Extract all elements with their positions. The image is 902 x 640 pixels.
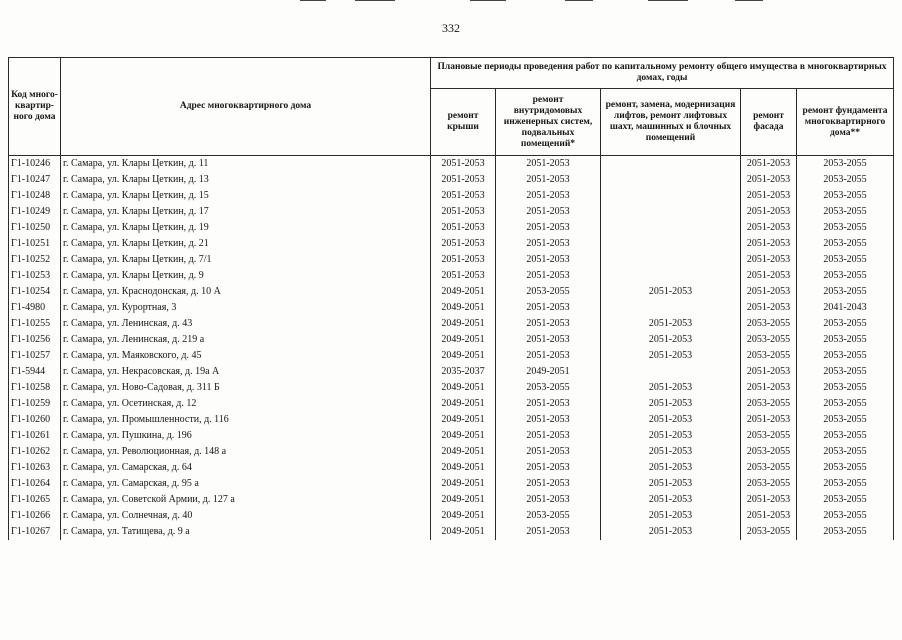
- cell-facade: 2051-2053: [741, 268, 797, 284]
- cell-roof: 2051-2053: [431, 252, 496, 268]
- cell-address: г. Самара, ул. Осетинская, д. 12: [61, 396, 431, 412]
- cell-lifts: [601, 252, 741, 268]
- cell-address: г. Самара, ул. Клары Цеткин, д. 21: [61, 236, 431, 252]
- cell-code: Г1-10256: [9, 332, 61, 348]
- cell-facade: 2051-2053: [741, 204, 797, 220]
- header-systems: ремонт внутридомовых инженерных систем, подвальных помещений*: [496, 89, 601, 156]
- cell-lifts: [601, 204, 741, 220]
- cell-code: Г1-10264: [9, 476, 61, 492]
- cell-address: г. Самара, ул. Некрасовская, д. 19а А: [61, 364, 431, 380]
- cell-code: Г1-10247: [9, 172, 61, 188]
- cell-roof: 2049-2051: [431, 508, 496, 524]
- cell-facade: 2051-2053: [741, 364, 797, 380]
- cell-roof: 2035-2037: [431, 364, 496, 380]
- cell-facade: 2051-2053: [741, 412, 797, 428]
- cell-systems: 2051-2053: [496, 428, 601, 444]
- cell-lifts: [601, 172, 741, 188]
- cell-lifts: [601, 236, 741, 252]
- cell-roof: 2049-2051: [431, 444, 496, 460]
- cell-address: г. Самара, ул. Клары Цеткин, д. 9: [61, 268, 431, 284]
- cell-address: г. Самара, ул. Клары Цеткин, д. 15: [61, 188, 431, 204]
- table-row: [9, 156, 894, 173]
- cell-code: Г1-10262: [9, 444, 61, 460]
- repair-schedule-table: [8, 57, 894, 540]
- cell-code: Г1-10263: [9, 460, 61, 476]
- cell-code: Г1-10265: [9, 492, 61, 508]
- cell-systems: 2051-2053: [496, 300, 601, 316]
- cell-roof: 2049-2051: [431, 316, 496, 332]
- table-row: [9, 412, 894, 428]
- cell-foundation: 2053-2055: [797, 252, 894, 268]
- cell-code: Г1-10252: [9, 252, 61, 268]
- cell-lifts: 2051-2053: [601, 476, 741, 492]
- cell-facade: 2053-2055: [741, 524, 797, 540]
- cell-code: Г1-10254: [9, 284, 61, 300]
- cell-lifts: [601, 364, 741, 380]
- cell-roof: 2051-2053: [431, 220, 496, 236]
- cell-roof: 2049-2051: [431, 428, 496, 444]
- cell-address: г. Самара, ул. Маяковского, д. 45: [61, 348, 431, 364]
- cell-foundation: 2053-2055: [797, 524, 894, 540]
- cell-code: Г1-10251: [9, 236, 61, 252]
- cell-facade: 2051-2053: [741, 492, 797, 508]
- cell-address: г. Самара, ул. Клары Цеткин, д. 13: [61, 172, 431, 188]
- table-row: [9, 364, 894, 380]
- cell-roof: 2049-2051: [431, 348, 496, 364]
- cell-code: Г1-10258: [9, 380, 61, 396]
- cell-roof: 2049-2051: [431, 396, 496, 412]
- cell-lifts: [601, 188, 741, 204]
- cell-lifts: 2051-2053: [601, 316, 741, 332]
- cell-systems: 2051-2053: [496, 156, 601, 173]
- cell-code: Г1-10259: [9, 396, 61, 412]
- cell-address: г. Самара, ул. Промышленности, д. 116: [61, 412, 431, 428]
- table-row: [9, 316, 894, 332]
- cell-code: Г1-10261: [9, 428, 61, 444]
- cell-facade: 2053-2055: [741, 444, 797, 460]
- cell-lifts: 2051-2053: [601, 428, 741, 444]
- cell-roof: 2051-2053: [431, 204, 496, 220]
- cell-systems: 2051-2053: [496, 268, 601, 284]
- cell-foundation: 2053-2055: [797, 284, 894, 300]
- table-row: [9, 284, 894, 300]
- cell-systems: 2051-2053: [496, 252, 601, 268]
- cell-facade: 2051-2053: [741, 300, 797, 316]
- cell-lifts: [601, 300, 741, 316]
- cell-facade: 2053-2055: [741, 460, 797, 476]
- table-row: [9, 268, 894, 284]
- page-number: 332: [442, 21, 460, 35]
- cell-facade: 2051-2053: [741, 188, 797, 204]
- cell-roof: 2049-2051: [431, 524, 496, 540]
- scan-artifact-line: [470, 0, 506, 1]
- cell-systems: 2053-2055: [496, 508, 601, 524]
- table-row: [9, 524, 894, 540]
- cell-foundation: 2053-2055: [797, 236, 894, 252]
- header-lifts: ремонт, замена, модернизация лифтов, ремонт лифтовых шахт, машинных и блочных помещений: [601, 89, 741, 156]
- cell-facade: 2051-2053: [741, 172, 797, 188]
- cell-facade: 2051-2053: [741, 236, 797, 252]
- cell-systems: 2051-2053: [496, 524, 601, 540]
- cell-address: г. Самара, ул. Солнечная, д. 40: [61, 508, 431, 524]
- cell-systems: 2051-2053: [496, 412, 601, 428]
- cell-lifts: 2051-2053: [601, 508, 741, 524]
- header-group: Плановые периоды проведения работ по капитальному ремонту общего имущества в многоквартирных домах, годы: [431, 58, 894, 89]
- cell-lifts: [601, 156, 741, 173]
- cell-facade: 2051-2053: [741, 508, 797, 524]
- cell-foundation: 2053-2055: [797, 428, 894, 444]
- cell-roof: 2049-2051: [431, 492, 496, 508]
- table-row: [9, 444, 894, 460]
- cell-systems: 2051-2053: [496, 220, 601, 236]
- cell-lifts: 2051-2053: [601, 524, 741, 540]
- cell-roof: 2049-2051: [431, 380, 496, 396]
- table-row: [9, 220, 894, 236]
- cell-code: Г1-10260: [9, 412, 61, 428]
- cell-facade: 2053-2055: [741, 428, 797, 444]
- cell-lifts: 2051-2053: [601, 492, 741, 508]
- cell-systems: 2051-2053: [496, 396, 601, 412]
- scan-artifact-line: [565, 0, 593, 1]
- cell-facade: 2053-2055: [741, 332, 797, 348]
- table-row: [9, 188, 894, 204]
- cell-roof: 2049-2051: [431, 300, 496, 316]
- cell-systems: 2051-2053: [496, 492, 601, 508]
- table-row: [9, 172, 894, 188]
- cell-foundation: 2053-2055: [797, 412, 894, 428]
- table-row: [9, 204, 894, 220]
- cell-lifts: [601, 220, 741, 236]
- header-code: Код много-квартир-ного дома: [9, 58, 61, 156]
- cell-foundation: 2053-2055: [797, 156, 894, 173]
- cell-address: г. Самара, ул. Курортная, 3: [61, 300, 431, 316]
- cell-systems: 2051-2053: [496, 236, 601, 252]
- cell-facade: 2053-2055: [741, 316, 797, 332]
- cell-roof: 2049-2051: [431, 476, 496, 492]
- cell-foundation: 2053-2055: [797, 460, 894, 476]
- cell-lifts: [601, 268, 741, 284]
- cell-systems: 2051-2053: [496, 444, 601, 460]
- table-row: [9, 508, 894, 524]
- cell-facade: 2051-2053: [741, 220, 797, 236]
- cell-facade: 2051-2053: [741, 284, 797, 300]
- cell-code: Г1-4980: [9, 300, 61, 316]
- cell-code: Г1-10248: [9, 188, 61, 204]
- cell-roof: 2051-2053: [431, 188, 496, 204]
- cell-facade: 2053-2055: [741, 348, 797, 364]
- cell-facade: 2051-2053: [741, 252, 797, 268]
- cell-roof: 2051-2053: [431, 236, 496, 252]
- cell-systems: 2051-2053: [496, 332, 601, 348]
- cell-lifts: 2051-2053: [601, 284, 741, 300]
- cell-systems: 2051-2053: [496, 460, 601, 476]
- table-header: [9, 58, 894, 156]
- cell-address: г. Самара, ул. Революционная, д. 148 а: [61, 444, 431, 460]
- table-row: [9, 492, 894, 508]
- cell-code: Г1-10267: [9, 524, 61, 540]
- cell-systems: 2051-2053: [496, 316, 601, 332]
- cell-address: г. Самара, ул. Самарская, д. 95 а: [61, 476, 431, 492]
- cell-foundation: 2053-2055: [797, 204, 894, 220]
- cell-address: г. Самара, ул. Советской Армии, д. 127 а: [61, 492, 431, 508]
- table-row: [9, 348, 894, 364]
- cell-address: г. Самара, ул. Татищева, д. 9 а: [61, 524, 431, 540]
- cell-foundation: 2053-2055: [797, 316, 894, 332]
- table-row: [9, 476, 894, 492]
- cell-address: г. Самара, ул. Пушкина, д. 196: [61, 428, 431, 444]
- cell-roof: 2049-2051: [431, 460, 496, 476]
- cell-foundation: 2053-2055: [797, 332, 894, 348]
- cell-foundation: 2053-2055: [797, 268, 894, 284]
- cell-address: г. Самара, ул. Клары Цеткин, д. 11: [61, 156, 431, 173]
- cell-roof: 2049-2051: [431, 332, 496, 348]
- table-row: [9, 236, 894, 252]
- cell-address: г. Самара, ул. Самарская, д. 64: [61, 460, 431, 476]
- cell-code: Г1-10250: [9, 220, 61, 236]
- cell-facade: 2053-2055: [741, 396, 797, 412]
- cell-foundation: 2041-2043: [797, 300, 894, 316]
- cell-address: г. Самара, ул. Ново-Садовая, д. 311 Б: [61, 380, 431, 396]
- cell-systems: 2053-2055: [496, 284, 601, 300]
- cell-foundation: 2053-2055: [797, 364, 894, 380]
- cell-foundation: 2053-2055: [797, 220, 894, 236]
- table-row: [9, 396, 894, 412]
- table-row: [9, 332, 894, 348]
- cell-address: г. Самара, ул. Клары Цеткин, д. 7/1: [61, 252, 431, 268]
- header-foundation: ремонт фундамента многоквартирного дома**: [797, 89, 894, 156]
- cell-facade: 2053-2055: [741, 476, 797, 492]
- cell-roof: 2051-2053: [431, 156, 496, 173]
- cell-foundation: 2053-2055: [797, 444, 894, 460]
- cell-systems: 2051-2053: [496, 348, 601, 364]
- cell-lifts: 2051-2053: [601, 380, 741, 396]
- cell-foundation: 2053-2055: [797, 476, 894, 492]
- cell-systems: 2051-2053: [496, 188, 601, 204]
- cell-address: г. Самара, ул. Краснодонская, д. 10 А: [61, 284, 431, 300]
- table-row: [9, 300, 894, 316]
- table-row: [9, 428, 894, 444]
- cell-lifts: 2051-2053: [601, 460, 741, 476]
- cell-code: Г1-5944: [9, 364, 61, 380]
- cell-foundation: 2053-2055: [797, 188, 894, 204]
- cell-lifts: 2051-2053: [601, 332, 741, 348]
- cell-systems: 2049-2051: [496, 364, 601, 380]
- cell-foundation: 2053-2055: [797, 380, 894, 396]
- cell-code: Г1-10249: [9, 204, 61, 220]
- header-facade: ремонт фасада: [741, 89, 797, 156]
- cell-address: г. Самара, ул. Ленинская, д. 219 а: [61, 332, 431, 348]
- cell-lifts: 2051-2053: [601, 412, 741, 428]
- table-body: [9, 156, 894, 541]
- table-row: [9, 380, 894, 396]
- header-roof: ремонт крыши: [431, 89, 496, 156]
- cell-facade: 2051-2053: [741, 156, 797, 173]
- cell-systems: 2053-2055: [496, 380, 601, 396]
- cell-systems: 2051-2053: [496, 204, 601, 220]
- cell-address: г. Самара, ул. Клары Цеткин, д. 17: [61, 204, 431, 220]
- cell-roof: 2049-2051: [431, 412, 496, 428]
- cell-code: Г1-10246: [9, 156, 61, 173]
- table-row: [9, 460, 894, 476]
- header-address: Адрес многоквартирного дома: [61, 58, 431, 156]
- cell-lifts: 2051-2053: [601, 348, 741, 364]
- cell-foundation: 2053-2055: [797, 172, 894, 188]
- cell-address: г. Самара, ул. Клары Цеткин, д. 19: [61, 220, 431, 236]
- cell-code: Г1-10253: [9, 268, 61, 284]
- cell-systems: 2051-2053: [496, 172, 601, 188]
- scan-artifact-line: [735, 0, 763, 1]
- cell-systems: 2051-2053: [496, 476, 601, 492]
- cell-foundation: 2053-2055: [797, 396, 894, 412]
- cell-lifts: 2051-2053: [601, 396, 741, 412]
- cell-lifts: 2051-2053: [601, 444, 741, 460]
- table-row: [9, 252, 894, 268]
- cell-code: Г1-10255: [9, 316, 61, 332]
- scan-artifact-line: [300, 0, 326, 1]
- cell-foundation: 2053-2055: [797, 348, 894, 364]
- cell-foundation: 2053-2055: [797, 508, 894, 524]
- cell-roof: 2049-2051: [431, 284, 496, 300]
- cell-facade: 2051-2053: [741, 380, 797, 396]
- cell-code: Г1-10257: [9, 348, 61, 364]
- cell-address: г. Самара, ул. Ленинская, д. 43: [61, 316, 431, 332]
- cell-code: Г1-10266: [9, 508, 61, 524]
- scan-artifact-line: [355, 0, 395, 1]
- cell-foundation: 2053-2055: [797, 492, 894, 508]
- cell-roof: 2051-2053: [431, 172, 496, 188]
- scan-artifact-line: [648, 0, 688, 1]
- cell-roof: 2051-2053: [431, 268, 496, 284]
